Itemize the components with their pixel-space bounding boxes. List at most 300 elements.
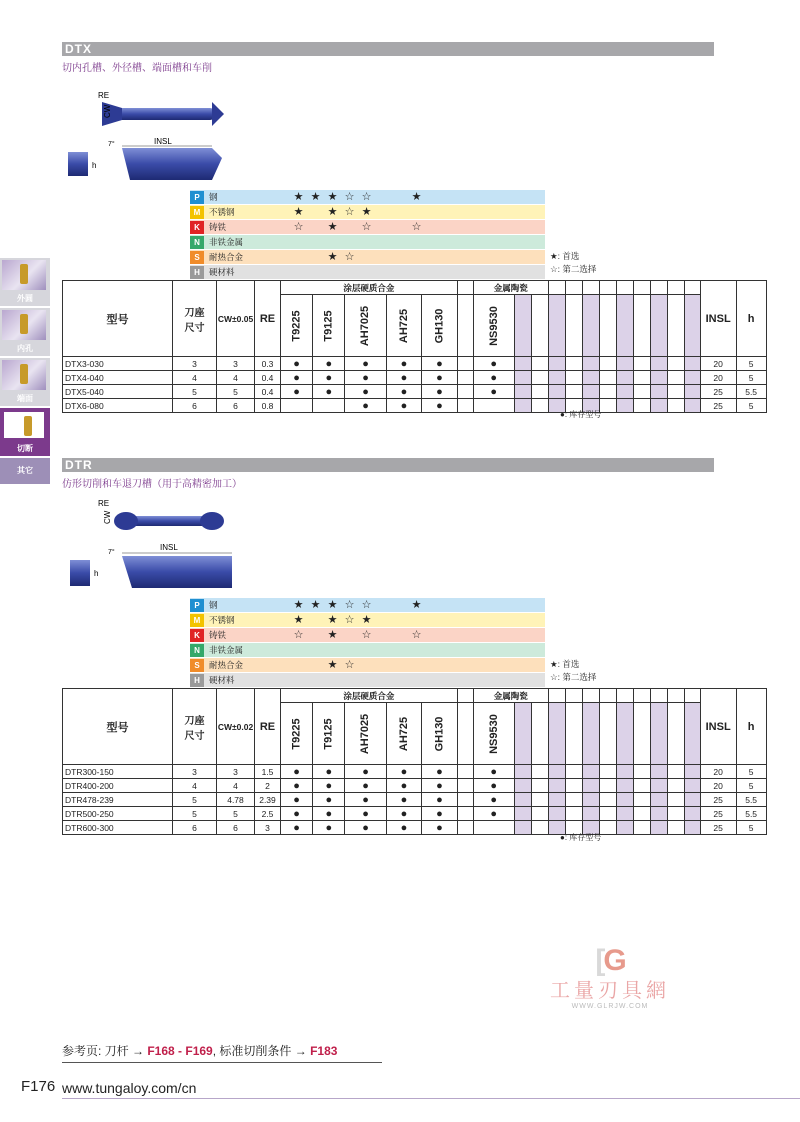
spacer: [667, 821, 684, 835]
stock-dot-cell: ●: [281, 385, 313, 399]
stock-dot-cell: ●: [473, 807, 514, 821]
spacer: [548, 281, 565, 295]
h-cell: 5.5: [736, 807, 766, 821]
stock-dot-cell: ●: [422, 779, 458, 793]
second-choice-star-icon: ☆: [293, 629, 304, 641]
ref-cutting-link[interactable]: F183: [310, 1044, 338, 1058]
spacer: [650, 779, 667, 793]
stock-dot-cell: ●: [313, 821, 345, 835]
cw-header: CW±0.05: [217, 281, 255, 357]
cw-cell: 3: [217, 765, 255, 779]
od-thumb-icon: [2, 260, 46, 290]
stock-dot-cell: ●: [345, 821, 386, 835]
material-row-M: [190, 205, 545, 220]
spacer: [599, 399, 616, 413]
holder-cell: 6: [173, 399, 217, 413]
material-row-H: [190, 265, 545, 280]
spacer: [684, 281, 700, 295]
dtr-material-table: [190, 598, 545, 688]
spacer: [650, 399, 667, 413]
spacer: [650, 281, 667, 295]
spacer: [633, 371, 650, 385]
side-tab-other[interactable]: 其它: [0, 458, 50, 484]
svg-text:7°: 7°: [108, 141, 115, 148]
stock-dot-cell: ●: [281, 821, 313, 835]
spacer: [667, 765, 684, 779]
material-name: 不锈钢: [209, 207, 235, 217]
first-choice-star-icon: ★: [361, 206, 372, 218]
second-choice-star-icon: ☆: [344, 614, 355, 626]
spacer: [457, 821, 473, 835]
stock-dot-cell: ●: [473, 385, 514, 399]
spacer: [565, 385, 582, 399]
first-choice-star-icon: ★: [411, 599, 422, 611]
spacer: [667, 703, 684, 765]
table-row: [63, 357, 767, 371]
spacer: [633, 385, 650, 399]
spacer: [548, 807, 565, 821]
spacer: [616, 765, 633, 779]
stock-dot-cell: ●: [313, 371, 345, 385]
dtr-insert-drawing: [62, 494, 242, 594]
dtx-material-table: [190, 190, 545, 280]
spacer: [633, 793, 650, 807]
material-name: 非铁金属: [209, 645, 244, 655]
spacer: [599, 807, 616, 821]
spacer: [616, 793, 633, 807]
spacer: [633, 821, 650, 835]
spacer: [531, 793, 548, 807]
cutoff-thumb-icon: [2, 410, 46, 440]
stock-dot-cell: ●: [386, 385, 421, 399]
spacer: [633, 281, 650, 295]
side-tabs: [0, 258, 50, 486]
model-cell: DTR478-239: [63, 793, 173, 807]
table-row: [63, 385, 767, 399]
re-cell: 2: [255, 779, 281, 793]
cw-cell: 3: [217, 357, 255, 371]
insl-header: INSL: [700, 689, 736, 765]
h-cell: 5: [736, 821, 766, 835]
dtx-subtitle: 切内孔槽、外径槽、端面槽和车削: [62, 63, 212, 74]
material-code: P: [190, 191, 204, 204]
material-row-P: [190, 598, 545, 613]
dtx-title: DTX: [62, 42, 714, 56]
model-cell: DTX5-040: [63, 385, 173, 399]
stock-dot-cell: [281, 399, 313, 413]
table-row: [63, 399, 767, 413]
re-cell: 1.5: [255, 765, 281, 779]
stock-dot-cell: ●: [386, 765, 421, 779]
material-row-S: [190, 658, 545, 673]
spacer: [514, 295, 531, 357]
spacer: [684, 821, 700, 835]
material-row-P: [190, 190, 545, 205]
stock-dot-cell: ●: [386, 807, 421, 821]
spacer: [514, 371, 531, 385]
spacer: [616, 821, 633, 835]
material-code: H: [190, 266, 204, 279]
grade-header: NS9530: [473, 703, 514, 765]
spacer: [531, 399, 548, 413]
spacer: [582, 807, 599, 821]
holder-cell: 5: [173, 807, 217, 821]
material-row-S: [190, 250, 545, 265]
material-name: 钢: [209, 192, 218, 202]
spacer: [616, 807, 633, 821]
material-code: P: [190, 599, 204, 612]
material-code: S: [190, 659, 204, 672]
cw-header: CW±0.02: [217, 689, 255, 765]
stock-dot-cell: ●: [313, 765, 345, 779]
watermark: [G 工量刃具網 WWW.GLRJW.COM: [530, 944, 690, 1010]
insl-cell: 25: [700, 399, 736, 413]
first-choice-star-icon: ★: [411, 191, 422, 203]
stock-dot-cell: ●: [281, 371, 313, 385]
cw-cell: 6: [217, 399, 255, 413]
first-choice-star-icon: ★: [293, 206, 304, 218]
stock-dot-cell: ●: [345, 385, 386, 399]
dtr-spec-table: [62, 688, 767, 835]
first-choice-star-icon: ★: [293, 614, 304, 626]
stock-dot-cell: ●: [313, 385, 345, 399]
first-choice-star-icon: ★: [327, 599, 338, 611]
stock-dot-cell: ●: [473, 371, 514, 385]
spacer: [582, 779, 599, 793]
table-row: [63, 371, 767, 385]
re-cell: 0.4: [255, 385, 281, 399]
side-tab-cutoff[interactable]: 切断: [0, 408, 50, 456]
spacer: [650, 765, 667, 779]
stock-dot-cell: ●: [386, 371, 421, 385]
spacer: [457, 703, 473, 765]
model-header: 型号: [63, 281, 173, 357]
stock-dot-cell: ●: [345, 357, 386, 371]
footer-divider: [62, 1098, 800, 1099]
grade-header: T9225: [281, 703, 313, 765]
stock-dot-cell: ●: [473, 357, 514, 371]
coated-carbide-header: 涂层硬质合金: [281, 281, 458, 295]
spacer: [599, 385, 616, 399]
spacer: [548, 689, 565, 703]
h-cell: 5.5: [736, 385, 766, 399]
stock-dot-cell: ●: [422, 821, 458, 835]
dtr-stock-note: ●: 库存型号: [560, 833, 602, 842]
dtx-insert-drawing: [62, 88, 242, 188]
h-header: h: [736, 689, 766, 765]
insl-cell: 25: [700, 793, 736, 807]
reference-divider: [62, 1062, 382, 1063]
grade-header: T9125: [313, 703, 345, 765]
material-name: 非铁金属: [209, 237, 244, 247]
spacer: [565, 295, 582, 357]
spacer: [565, 281, 582, 295]
stock-dot-cell: ●: [386, 779, 421, 793]
spacer: [457, 357, 473, 371]
insl-header: INSL: [700, 281, 736, 357]
spacer: [684, 385, 700, 399]
holder-cell: 4: [173, 371, 217, 385]
spacer: [565, 793, 582, 807]
spacer: [684, 357, 700, 371]
material-name: 耐热合金: [209, 660, 244, 670]
table-row: [63, 793, 767, 807]
svg-text:CW: CW: [103, 510, 112, 524]
stock-dot-cell: ●: [313, 357, 345, 371]
spacer: [650, 821, 667, 835]
stock-dot-cell: [313, 399, 345, 413]
svg-text:h: h: [92, 161, 97, 170]
model-header: 型号: [63, 689, 173, 765]
material-row-N: [190, 235, 545, 250]
first-choice-star-icon: ★: [327, 221, 338, 233]
re-header: RE: [255, 689, 281, 765]
model-cell: DTR400-200: [63, 779, 173, 793]
side-tab-face[interactable]: 端面: [0, 358, 50, 406]
spacer: [582, 371, 599, 385]
stock-dot-cell: ●: [386, 399, 421, 413]
spacer: [633, 779, 650, 793]
material-row-K: [190, 628, 545, 643]
spacer: [633, 807, 650, 821]
spacer: [667, 385, 684, 399]
face-thumb-icon: [2, 360, 46, 390]
spacer: [667, 399, 684, 413]
spacer: [582, 357, 599, 371]
table-row: [63, 821, 767, 835]
spacer: [565, 689, 582, 703]
spacer: [531, 357, 548, 371]
model-cell: DTR300-150: [63, 765, 173, 779]
spacer: [599, 821, 616, 835]
insl-cell: 25: [700, 385, 736, 399]
material-name: 铸铁: [209, 222, 227, 232]
spacer: [616, 689, 633, 703]
spacer: [457, 371, 473, 385]
spacer: [599, 793, 616, 807]
stock-dot-cell: ●: [386, 821, 421, 835]
spacer: [667, 295, 684, 357]
second-choice-star-icon: ☆: [344, 599, 355, 611]
cw-cell: 5: [217, 385, 255, 399]
h-cell: 5: [736, 779, 766, 793]
spacer: [684, 779, 700, 793]
material-row-M: [190, 613, 545, 628]
spacer: [565, 765, 582, 779]
spacer: [548, 295, 565, 357]
spacer: [548, 793, 565, 807]
stock-dot-cell: ●: [345, 399, 386, 413]
spacer: [684, 793, 700, 807]
spacer: [616, 703, 633, 765]
spacer: [548, 703, 565, 765]
stock-dot-cell: ●: [345, 807, 386, 821]
spacer: [616, 357, 633, 371]
insl-cell: 25: [700, 821, 736, 835]
ref-holder-link[interactable]: F168 - F169: [147, 1044, 213, 1058]
second-choice-star-icon: ☆: [344, 659, 355, 671]
second-choice-star-icon: ☆: [361, 629, 372, 641]
grade-header: T9225: [281, 295, 313, 357]
stock-dot-cell: ●: [422, 399, 458, 413]
second-choice-star-icon: ☆: [293, 221, 304, 233]
spacer: [650, 689, 667, 703]
grade-header: AH725: [386, 703, 421, 765]
reference-line: 参考页: 刀杆 → F168 - F169, 标准切削条件 → F183: [62, 1044, 338, 1058]
spacer: [667, 807, 684, 821]
material-code: K: [190, 221, 204, 234]
spacer: [565, 807, 582, 821]
svg-text:INSL: INSL: [154, 137, 172, 146]
model-cell: DTX4-040: [63, 371, 173, 385]
cw-cell: 4: [217, 371, 255, 385]
dtr-subtitle: 仿形切削和车退刀槽（用于高精密加工）: [62, 479, 242, 490]
spacer: [616, 385, 633, 399]
side-tab-od[interactable]: 外圆: [0, 258, 50, 306]
spacer: [565, 703, 582, 765]
material-name: 硬材料: [209, 267, 235, 277]
spacer: [582, 385, 599, 399]
spacer: [457, 295, 473, 357]
spacer: [457, 385, 473, 399]
second-choice-star-icon: ☆: [361, 191, 372, 203]
dtx-legend: ★: 首选 ☆: 第二选择: [550, 251, 597, 274]
cw-cell: 5: [217, 807, 255, 821]
insl-cell: 20: [700, 357, 736, 371]
cw-cell: 6: [217, 821, 255, 835]
spacer: [599, 371, 616, 385]
cw-cell: 4: [217, 779, 255, 793]
svg-text:RE: RE: [98, 91, 110, 100]
cermet-header: 金属陶瓷: [473, 281, 548, 295]
material-code: K: [190, 629, 204, 642]
spacer: [599, 281, 616, 295]
spacer: [531, 703, 548, 765]
dtx-section-header: [62, 42, 714, 74]
stock-dot-cell: ●: [345, 765, 386, 779]
spacer: [582, 793, 599, 807]
spacer: [633, 703, 650, 765]
re-cell: 0.8: [255, 399, 281, 413]
spacer: [565, 779, 582, 793]
spacer: [667, 779, 684, 793]
spacer: [650, 385, 667, 399]
material-row-K: [190, 220, 545, 235]
material-code: M: [190, 614, 204, 627]
h-cell: 5: [736, 371, 766, 385]
cermet-header: 金属陶瓷: [473, 689, 548, 703]
spacer: [633, 399, 650, 413]
spacer: [599, 357, 616, 371]
spacer: [616, 371, 633, 385]
spacer: [582, 295, 599, 357]
spacer: [582, 689, 599, 703]
table-row: [63, 765, 767, 779]
grade-header: AH7025: [345, 703, 386, 765]
dtr-title: DTR: [62, 458, 714, 472]
spacer: [582, 281, 599, 295]
second-choice-star-icon: ☆: [361, 221, 372, 233]
first-choice-star-icon: ★: [327, 191, 338, 203]
insl-cell: 20: [700, 779, 736, 793]
spacer: [684, 765, 700, 779]
spacer: [548, 385, 565, 399]
table-row: [63, 807, 767, 821]
svg-text:RE: RE: [98, 499, 110, 508]
first-choice-star-icon: ★: [327, 206, 338, 218]
second-choice-star-icon: ☆: [344, 191, 355, 203]
dtr-legend: ★: 首选 ☆: 第二选择: [550, 659, 597, 682]
spacer: [457, 689, 473, 703]
spacer: [531, 295, 548, 357]
first-choice-star-icon: ★: [327, 251, 338, 263]
h-cell: 5: [736, 765, 766, 779]
stock-dot-cell: ●: [422, 807, 458, 821]
material-row-H: [190, 673, 545, 688]
stock-dot-cell: ●: [281, 765, 313, 779]
spacer: [599, 689, 616, 703]
stock-dot-cell: ●: [422, 385, 458, 399]
h-header: h: [736, 281, 766, 357]
re-header: RE: [255, 281, 281, 357]
first-choice-star-icon: ★: [327, 614, 338, 626]
first-choice-star-icon: ★: [293, 599, 304, 611]
spacer: [667, 357, 684, 371]
material-name: 耐热合金: [209, 252, 244, 262]
spacer: [582, 703, 599, 765]
first-choice-star-icon: ★: [327, 659, 338, 671]
spacer: [531, 371, 548, 385]
first-choice-star-icon: ★: [361, 614, 372, 626]
spacer: [514, 821, 531, 835]
first-choice-star-icon: ★: [327, 629, 338, 641]
spacer: [684, 371, 700, 385]
stock-dot-cell: ●: [422, 765, 458, 779]
second-choice-star-icon: ☆: [344, 251, 355, 263]
holder-cell: 4: [173, 779, 217, 793]
stock-dot-cell: ●: [313, 779, 345, 793]
stock-dot-cell: ●: [281, 807, 313, 821]
h-cell: 5.5: [736, 793, 766, 807]
cw-cell: 4.78: [217, 793, 255, 807]
site-url[interactable]: www.tungaloy.com/cn: [62, 1080, 197, 1096]
spacer: [514, 779, 531, 793]
spacer: [667, 689, 684, 703]
spacer: [599, 765, 616, 779]
spacer: [531, 385, 548, 399]
spacer: [548, 779, 565, 793]
table-row: [63, 779, 767, 793]
stock-dot-cell: [473, 399, 514, 413]
spacer: [514, 793, 531, 807]
spacer: [514, 703, 531, 765]
insl-cell: 25: [700, 807, 736, 821]
insl-cell: 20: [700, 765, 736, 779]
grade-header: GH130: [422, 703, 458, 765]
spacer: [531, 821, 548, 835]
spacer: [548, 357, 565, 371]
re-cell: 0.3: [255, 357, 281, 371]
side-tab-id[interactable]: 内孔: [0, 308, 50, 356]
spacer: [514, 399, 531, 413]
material-code: S: [190, 251, 204, 264]
material-name: 铸铁: [209, 630, 227, 640]
second-choice-star-icon: ☆: [344, 206, 355, 218]
spacer: [650, 357, 667, 371]
spacer: [457, 779, 473, 793]
spacer: [633, 357, 650, 371]
spacer: [667, 281, 684, 295]
